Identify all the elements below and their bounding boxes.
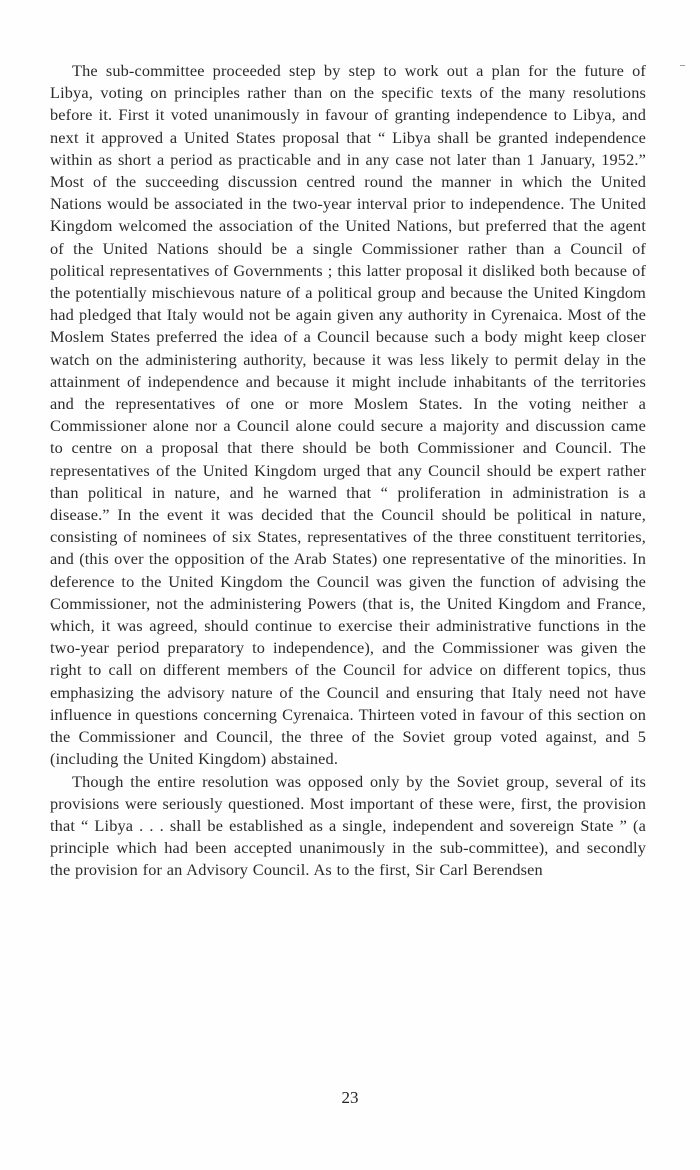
paragraph-2: Though the entire resolution was opposed only by the Soviet group, several of its provisions were seriously questioned. Most important of these were, first, the provision that “ Libya . . . shall be established as a single, independent and sovereign State ” (a principle which had been accepted unanimously in the sub-committee), and secondly the provision for an Advisory Council. As to the first, Sir Carl Berendsen bbox=[50, 771, 646, 880]
page-number: 23 bbox=[341, 1088, 359, 1107]
margin-mark: ‒ bbox=[680, 60, 685, 71]
body-text bbox=[50, 60, 646, 882]
paragraph-1: The sub-committee proceeded step by step to work out a plan for the future of Libya, voting on principles rather than on the specific texts of the many resolutions before it. First it voted unanimously in favour of granting independence to Libya, and next it approved a United States proposal that “ Libya shall be granted independence within as short a period as practicable and in any case not later than 1 January, 1952.” Most of the succeeding discussion centred round the manner in which the United Nations would be associated in the two-year interval prior to independence. The United Kingdom welcomed the association of the United Nations, but preferred that the agent of the United Nations should be a single Commissioner rather than a Council of political representatives of Governments ; this latter proposal it disliked both because of the potentially mischievous nature of a political group and because the United Kingdom had pledged that Italy would not be again given any authority in Cyrenaica. Most of the Moslem States preferred the idea of a Council because such a body might keep closer watch on the administering authority, because it was less likely to permit delay in the attainment of independence and because it might include inhabitants of the territories and the representatives of one or more Moslem States. In the voting neither a Commissioner alone nor a Council alone could secure a majority and discussion came to centre on a proposal that there should be both Commissioner and Council. The representatives of the United Kingdom urged that any Council should be expert rather than political in nature, and he warned that “ proliferation in administration is a disease.” In the event it was decided that the Council should be political in nature, consisting of nominees of six States, representatives of the three constituent territories, and (this over the opposition of the Arab States) one representative of the minorities. In deference to the United Kingdom the Council was given the function of advising the Commissioner, not the administering Powers (that is, the United Kingdom and France, which, it was agreed, should continue to exercise their administrative functions in the two-year period preparatory to independence), and the Commissioner was given the right to call on different members of the Council for advice on different topics, thus emphasizing the advisory nature of the Council and ensuring that Italy need not have influence in questions concerning Cyrenaica. Thirteen voted in favour of this section on the Commissioner and Council, the three of the Soviet group voted against, and 5 (including the United Kingdom) abstained. bbox=[50, 61, 646, 769]
